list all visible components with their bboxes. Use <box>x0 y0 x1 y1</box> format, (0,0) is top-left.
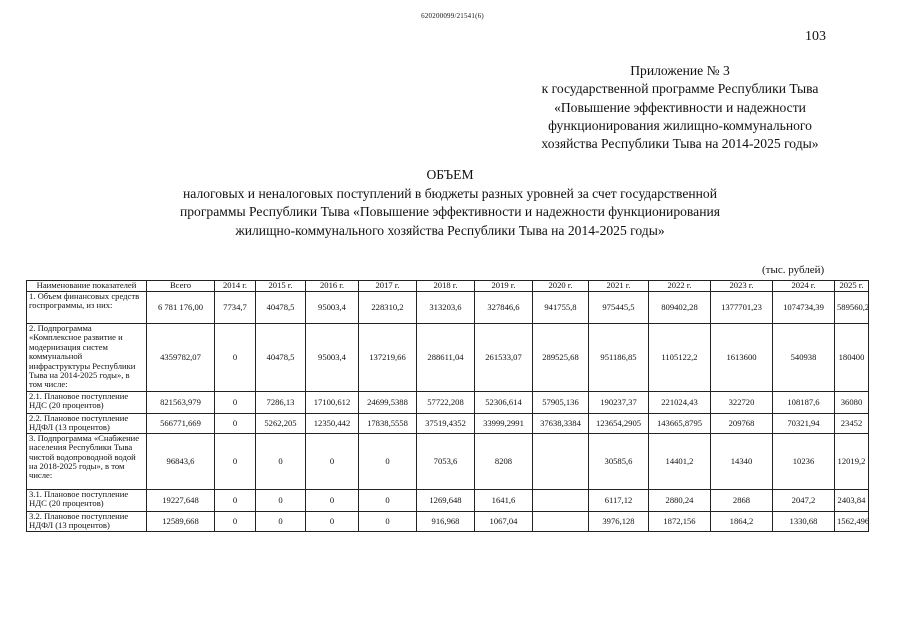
value-cell: 36080 <box>835 392 869 414</box>
value-cell: 0 <box>359 511 417 531</box>
value-cell: 52306,614 <box>475 392 533 414</box>
value-cell <box>533 433 589 489</box>
value-cell: 209768 <box>711 414 773 434</box>
value-cell: 809402,28 <box>649 292 711 324</box>
value-cell: 1562,496 <box>835 511 869 531</box>
value-cell: 12589,668 <box>147 511 215 531</box>
value-cell: 57722,208 <box>417 392 475 414</box>
value-cell: 589560,2 <box>835 292 869 324</box>
header-cell: 2021 г. <box>589 281 649 292</box>
table-row <box>27 324 869 392</box>
title-line: жилищно-коммунального хозяйства Республики Тыва на 2014-2025 годы» <box>235 222 665 238</box>
value-cell: 7286,13 <box>256 392 306 414</box>
value-cell: 821563,979 <box>147 392 215 414</box>
title-line: налоговых и неналоговых поступлений в бюджеты разных уровней за счет государственной <box>183 185 717 201</box>
value-cell: 1074734,39 <box>773 292 835 324</box>
value-cell: 7053,6 <box>417 433 475 489</box>
table-row <box>27 433 869 489</box>
value-cell: 0 <box>306 433 359 489</box>
value-cell: 33999,2991 <box>475 414 533 434</box>
row-label: 2.1. Плановое поступление НДС (20 процентов) <box>27 392 147 414</box>
header-cell: 2016 г. <box>306 281 359 292</box>
value-cell: 37638,3384 <box>533 414 589 434</box>
value-cell: 0 <box>359 489 417 511</box>
revenue-table <box>26 280 869 532</box>
appendix-header <box>470 62 890 153</box>
value-cell: 941755,8 <box>533 292 589 324</box>
value-cell <box>533 489 589 511</box>
value-cell: 2403,84 <box>835 489 869 511</box>
value-cell: 12019,2 <box>835 433 869 489</box>
value-cell: 1269,648 <box>417 489 475 511</box>
header-cell: 2015 г. <box>256 281 306 292</box>
value-cell: 221024,43 <box>649 392 711 414</box>
header-cell: 2025 г. <box>835 281 869 292</box>
value-cell: 12350,442 <box>306 414 359 434</box>
value-cell: 1641,6 <box>475 489 533 511</box>
value-cell: 0 <box>215 392 256 414</box>
value-cell: 1105122,2 <box>649 324 711 392</box>
appendix-line: функционирования жилищно-коммунального <box>548 117 812 133</box>
page-number: 103 <box>805 29 826 44</box>
value-cell: 289525,68 <box>533 324 589 392</box>
header-cell: 2017 г. <box>359 281 417 292</box>
table-row <box>27 489 869 511</box>
value-cell: 2880,24 <box>649 489 711 511</box>
header-cell: 2019 г. <box>475 281 533 292</box>
header-cell: 2023 г. <box>711 281 773 292</box>
value-cell: 0 <box>256 511 306 531</box>
header-cell: 2024 г. <box>773 281 835 292</box>
appendix-line: к государственной программе Республики Тыва <box>541 81 819 97</box>
value-cell: 1330,68 <box>773 511 835 531</box>
appendix-line: Приложение № 3 <box>630 63 730 78</box>
value-cell: 0 <box>256 489 306 511</box>
value-cell: 40478,5 <box>256 324 306 392</box>
value-cell: 0 <box>359 433 417 489</box>
row-label: 1. Объем финансовых средств госпрограммы, из них: <box>27 292 147 324</box>
value-cell: 322720 <box>711 392 773 414</box>
value-cell: 23452 <box>835 414 869 434</box>
value-cell: 95003,4 <box>306 324 359 392</box>
value-cell: 0 <box>256 433 306 489</box>
value-cell: 1864,2 <box>711 511 773 531</box>
table-row <box>27 414 869 434</box>
value-cell: 0 <box>306 489 359 511</box>
value-cell: 6117,12 <box>589 489 649 511</box>
value-cell: 0 <box>215 414 256 434</box>
header-cell: Наименование показателей <box>27 281 147 292</box>
value-cell: 70321,94 <box>773 414 835 434</box>
value-cell: 1613600 <box>711 324 773 392</box>
header-cell: 2022 г. <box>649 281 711 292</box>
value-cell: 2868 <box>711 489 773 511</box>
value-cell: 3976,128 <box>589 511 649 531</box>
value-cell: 916,968 <box>417 511 475 531</box>
value-cell: 8208 <box>475 433 533 489</box>
value-cell: 24699,5388 <box>359 392 417 414</box>
value-cell: 261533,07 <box>475 324 533 392</box>
value-cell: 123654,2905 <box>589 414 649 434</box>
value-cell: 143665,8795 <box>649 414 711 434</box>
value-cell: 0 <box>306 511 359 531</box>
value-cell: 951186,85 <box>589 324 649 392</box>
value-cell <box>533 511 589 531</box>
table-row <box>27 292 869 324</box>
value-cell: 5262,205 <box>256 414 306 434</box>
value-cell: 14340 <box>711 433 773 489</box>
row-label: 2. Подпрограмма «Комплексное развитие и модернизация систем коммунальной инфраструктуры Республики Тыва на 2014-2025 годы», в том числе: <box>27 324 147 392</box>
value-cell: 566771,669 <box>147 414 215 434</box>
value-cell: 4359782,07 <box>147 324 215 392</box>
value-cell: 540938 <box>773 324 835 392</box>
value-cell: 1872,156 <box>649 511 711 531</box>
value-cell: 180400 <box>835 324 869 392</box>
value-cell: 190237,37 <box>589 392 649 414</box>
row-label: 3.2. Плановое поступление НДФЛ (13 процентов) <box>27 511 147 531</box>
header-cell: 2014 г. <box>215 281 256 292</box>
value-cell: 95003,4 <box>306 292 359 324</box>
units-label: (тыс. рублей) <box>762 264 825 276</box>
table-row <box>27 511 869 531</box>
value-cell: 0 <box>215 489 256 511</box>
value-cell: 37519,4352 <box>417 414 475 434</box>
table-body <box>27 292 869 532</box>
value-cell: 1377701,23 <box>711 292 773 324</box>
appendix-line: «Повышение эффективности и надежности <box>554 99 806 115</box>
value-cell: 19227,648 <box>147 489 215 511</box>
value-cell: 0 <box>215 324 256 392</box>
value-cell: 14401,2 <box>649 433 711 489</box>
value-cell: 0 <box>215 433 256 489</box>
header-cell: 2018 г. <box>417 281 475 292</box>
value-cell: 17100,612 <box>306 392 359 414</box>
value-cell: 6 781 176,00 <box>147 292 215 324</box>
value-cell: 17838,5558 <box>359 414 417 434</box>
document-title <box>120 166 780 240</box>
table-header-row <box>27 281 869 292</box>
value-cell: 975445,5 <box>589 292 649 324</box>
value-cell: 30585,6 <box>589 433 649 489</box>
value-cell: 40478,5 <box>256 292 306 324</box>
value-cell: 1067,04 <box>475 511 533 531</box>
document-code: 620200099/21541(6) <box>421 12 484 20</box>
value-cell: 10236 <box>773 433 835 489</box>
value-cell: 2047,2 <box>773 489 835 511</box>
row-label: 3. Подпрограмма «Снабжение населения Республики Тыва чистой водопроводной водой на 2018-2025 годы», в том числе: <box>27 433 147 489</box>
value-cell: 0 <box>215 511 256 531</box>
value-cell: 313203,6 <box>417 292 475 324</box>
value-cell: 327846,6 <box>475 292 533 324</box>
value-cell: 57905,136 <box>533 392 589 414</box>
table-row <box>27 392 869 414</box>
value-cell: 288611,04 <box>417 324 475 392</box>
value-cell: 108187,6 <box>773 392 835 414</box>
value-cell: 228310,2 <box>359 292 417 324</box>
value-cell: 7734,7 <box>215 292 256 324</box>
value-cell: 137219,66 <box>359 324 417 392</box>
row-label: 3.1. Плановое поступление НДС (20 процентов) <box>27 489 147 511</box>
row-label: 2.2. Плановое поступление НДФЛ (13 процентов) <box>27 414 147 434</box>
header-cell: Всего <box>147 281 215 292</box>
value-cell: 96843,6 <box>147 433 215 489</box>
title-line: ОБЪЕМ <box>426 167 474 182</box>
title-line: программы Республики Тыва «Повышение эффективности и надежности функционирования <box>179 204 720 219</box>
appendix-line: хозяйства Республики Тыва на 2014-2025 годы» <box>541 136 819 152</box>
header-cell: 2020 г. <box>533 281 589 292</box>
